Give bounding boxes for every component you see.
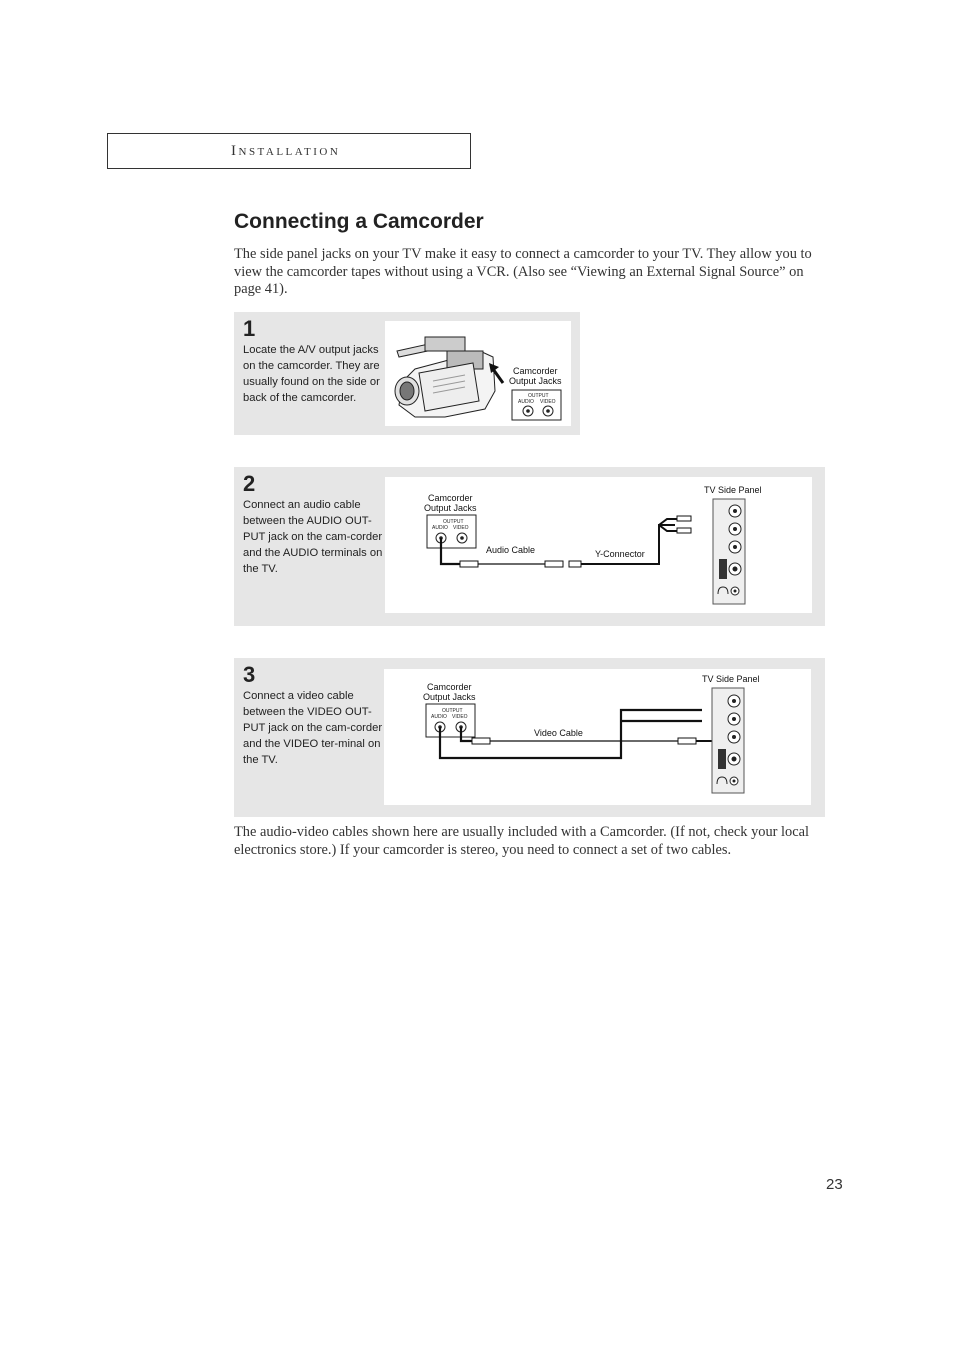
fig3-label-line1: Camcorder — [427, 682, 472, 692]
step-1-number: 1 — [243, 316, 256, 341]
intro-paragraph: The side panel jacks on your TV make it easy to connect a camcorder to your TV. They allow you to view the camcorder tapes without using a VCR. (Also see “Viewing an External Signal Source” on page 41). — [234, 246, 812, 298]
fig3-jack-video: VIDEO — [452, 714, 468, 720]
step-3-text: Connect a video cable between the VIDEO OUT-PUT jack on the cam-corder and the VIDEO ter-minal on the TV. — [243, 690, 383, 767]
step-2-text: Connect an audio cable between the AUDIO OUT-PUT jack on the cam-corder and the AUDIO terminals on the TV. — [243, 499, 383, 576]
audio-plug-left — [460, 561, 478, 567]
fig1-jack-title: OUTPUT — [528, 393, 549, 399]
step-1-panel — [234, 312, 580, 435]
audio-plug-right — [545, 561, 563, 567]
video-plug-right — [678, 738, 696, 744]
camcorder-illustration — [395, 337, 495, 417]
step-1-figure — [385, 321, 571, 426]
fig2-label-line1: Camcorder — [428, 493, 473, 503]
step-3-figure — [384, 669, 811, 805]
fig1-jack-audio: AUDIO — [518, 399, 534, 405]
step-1-text: Locate the A/V output jacks on the camcorder. They are usually found on the side or back of the camcorder. — [243, 344, 380, 405]
fig2-jack-video: VIDEO — [453, 525, 469, 531]
tv-side-panel-2 — [713, 499, 745, 604]
fig2-cable-label: Audio Cable — [486, 545, 536, 555]
fig1-label-line1: Camcorder — [513, 366, 558, 376]
fig2-label-line2: Output Jacks — [424, 503, 477, 513]
video-plug-left — [472, 738, 490, 744]
fig3-panel-label: TV Side Panel — [702, 674, 760, 684]
fig2-jack-audio: AUDIO — [432, 525, 448, 531]
step-2-figure — [385, 477, 812, 613]
tv-side-panel-3 — [712, 688, 744, 793]
fig1-label-line2: Output Jacks — [509, 376, 562, 386]
fig3-label-line2: Output Jacks — [423, 692, 476, 702]
page-number: 23 — [826, 1176, 843, 1193]
step-2-number: 2 — [243, 471, 256, 496]
step-2-panel — [234, 467, 825, 626]
y-connector-plug — [569, 561, 581, 567]
step-3-panel — [234, 658, 825, 817]
closing-paragraph: The audio-video cables shown here are usually included with a Camcorder. (If not, check your local electronics store.) If your camcorder is stereo, you need to connect a set of two cables. — [234, 824, 810, 858]
fig1-jack-video: VIDEO — [540, 399, 556, 405]
section-label: Installation — [231, 143, 341, 159]
fig2-jack-title: OUTPUT — [443, 519, 464, 525]
fig3-jack-audio: AUDIO — [431, 714, 447, 720]
fig2-panel-label: TV Side Panel — [704, 485, 762, 495]
fig3-jack-title: OUTPUT — [442, 708, 463, 714]
fig2-connector-label: Y-Connector — [595, 549, 645, 559]
step-3-number: 3 — [243, 662, 256, 687]
fig3-cable-label: Video Cable — [534, 728, 583, 738]
section-header-box — [107, 133, 471, 169]
page-title: Connecting a Camcorder — [234, 210, 484, 233]
